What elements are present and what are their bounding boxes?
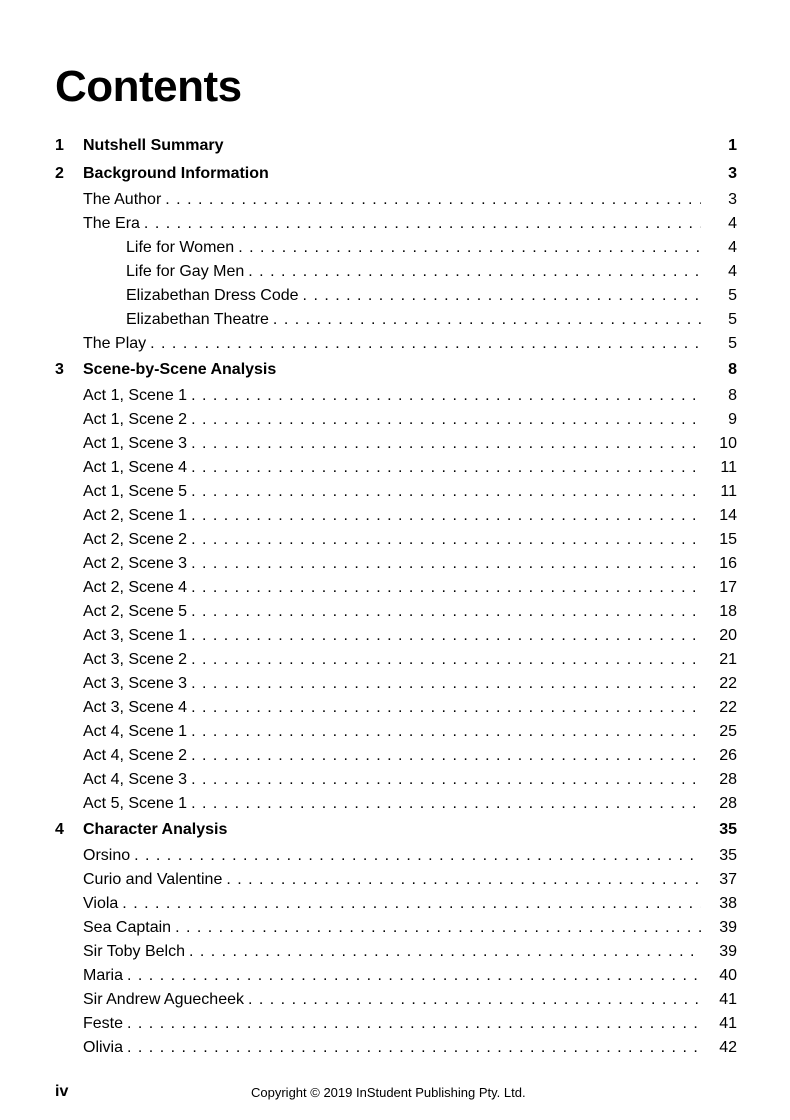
dot-leader	[248, 260, 701, 284]
entry-title: Act 1, Scene 3	[83, 435, 188, 452]
entry-title: Life for Gay Men	[126, 263, 245, 280]
toc-entry-row[interactable]	[55, 308, 737, 332]
page-reference: 28	[719, 795, 737, 812]
page-reference: 18	[719, 603, 737, 620]
dot-leader	[273, 308, 701, 332]
page-reference: 35	[719, 847, 737, 864]
entry-title: Act 4, Scene 2	[83, 747, 188, 764]
page-reference: 3	[728, 165, 737, 182]
entry-title: Act 4, Scene 1	[83, 723, 188, 740]
toc-entry-row[interactable]	[55, 1012, 737, 1036]
page-reference: 22	[719, 699, 737, 716]
entry-title: Life for Women	[126, 239, 235, 256]
entry-title: Sir Andrew Aguecheek	[83, 991, 244, 1008]
entry-title: Act 3, Scene 1	[83, 627, 188, 644]
toc-entry-row[interactable]	[55, 236, 737, 260]
page-reference: 39	[719, 919, 737, 936]
page-reference: 41	[719, 1015, 737, 1032]
dot-leader	[191, 648, 701, 672]
dot-leader	[122, 892, 701, 916]
chapter-number: 3	[55, 361, 64, 378]
toc-entry-row[interactable]	[55, 792, 737, 816]
entry-title: Act 4, Scene 3	[83, 771, 188, 788]
entry-title: Act 2, Scene 5	[83, 603, 188, 620]
page-reference: 5	[728, 287, 737, 304]
page-reference: 10	[719, 435, 737, 452]
dot-leader	[191, 696, 701, 720]
toc-chapter-row[interactable]	[55, 132, 737, 160]
entry-title: The Play	[83, 335, 147, 352]
entry-title: Feste	[83, 1015, 124, 1032]
dot-leader	[191, 576, 701, 600]
page-reference: 21	[719, 651, 737, 668]
dot-leader	[191, 600, 701, 624]
toc-entry-row[interactable]	[55, 844, 737, 868]
page-reference: 40	[719, 967, 737, 984]
dot-leader	[127, 1012, 701, 1036]
toc-entry-row[interactable]	[55, 624, 737, 648]
page-reference: 28	[719, 771, 737, 788]
page-reference: 20	[719, 627, 737, 644]
dot-leader	[165, 188, 701, 212]
toc-entry-row[interactable]	[55, 940, 737, 964]
entry-title: Act 5, Scene 1	[83, 795, 188, 812]
entry-title: Act 3, Scene 3	[83, 675, 188, 692]
toc-entry-row[interactable]	[55, 576, 737, 600]
dot-leader	[127, 964, 701, 988]
entry-title: Act 2, Scene 2	[83, 531, 188, 548]
page-reference: 22	[719, 675, 737, 692]
page-reference: 8	[728, 361, 737, 378]
page-reference: 11	[720, 483, 737, 500]
dot-leader	[248, 988, 701, 1012]
toc-entry-row[interactable]	[55, 456, 737, 480]
dot-leader	[127, 1036, 701, 1060]
toc-entry-row[interactable]	[55, 1036, 737, 1060]
entry-title: Act 1, Scene 5	[83, 483, 188, 500]
toc-entry-row[interactable]	[55, 528, 737, 552]
table-of-contents	[55, 132, 737, 1060]
entry-title: Act 1, Scene 1	[83, 387, 188, 404]
entry-title: Act 1, Scene 4	[83, 459, 188, 476]
entry-title: Act 3, Scene 2	[83, 651, 188, 668]
page-reference: 38	[719, 895, 737, 912]
chapter-title: Scene-by-Scene Analysis	[83, 361, 277, 378]
toc-entry-row[interactable]	[55, 696, 737, 720]
page-reference: 5	[728, 335, 737, 352]
page-reference: 42	[719, 1039, 737, 1056]
dot-leader	[226, 868, 701, 892]
dot-leader	[191, 528, 701, 552]
entry-title: Curio and Valentine	[83, 871, 223, 888]
page-reference: 5	[728, 311, 737, 328]
page-reference: 8	[728, 387, 737, 404]
dot-leader	[191, 456, 701, 480]
chapter-title: Nutshell Summary	[83, 137, 224, 154]
dot-leader	[191, 792, 701, 816]
toc-chapter-row[interactable]	[55, 356, 737, 384]
toc-entry-row[interactable]	[55, 648, 737, 672]
dot-leader	[144, 212, 701, 236]
toc-entry-row[interactable]	[55, 552, 737, 576]
entry-title: Act 2, Scene 3	[83, 555, 188, 572]
dot-leader	[191, 672, 701, 696]
dot-leader	[191, 624, 701, 648]
entry-title: Sea Captain	[83, 919, 172, 936]
dot-leader	[134, 844, 701, 868]
entry-title: Sir Toby Belch	[83, 943, 185, 960]
copyright-notice: Copyright © 2019 InStudent Publishing Pty. Ltd.	[251, 1085, 526, 1100]
page-reference: 15	[719, 531, 737, 548]
entry-title: Act 2, Scene 4	[83, 579, 188, 596]
chapter-number: 1	[55, 137, 64, 154]
dot-leader	[191, 408, 701, 432]
toc-entry-row[interactable]	[55, 332, 737, 356]
chapter-title: Background Information	[83, 165, 269, 182]
toc-entry-row[interactable]	[55, 408, 737, 432]
page-reference: 4	[728, 263, 737, 280]
page-reference: 25	[719, 723, 737, 740]
entry-title: Act 1, Scene 2	[83, 411, 188, 428]
dot-leader	[175, 916, 701, 940]
dot-leader	[191, 504, 701, 528]
chapter-title: Character Analysis	[83, 821, 228, 838]
dot-leader	[191, 432, 701, 456]
entry-title: Elizabethan Theatre	[126, 311, 269, 328]
dot-leader	[191, 480, 701, 504]
toc-entry-row[interactable]	[55, 916, 737, 940]
dot-leader	[189, 940, 701, 964]
entry-title: Orsino	[83, 847, 131, 864]
page-reference: 11	[720, 459, 737, 476]
page-reference: 4	[728, 215, 737, 232]
dot-leader	[150, 332, 701, 356]
toc-entry-row[interactable]	[55, 672, 737, 696]
page-reference: 26	[719, 747, 737, 764]
toc-entry-row[interactable]	[55, 504, 737, 528]
dot-leader	[191, 720, 701, 744]
toc-chapter-row[interactable]	[55, 816, 737, 844]
page-reference: 41	[719, 991, 737, 1008]
toc-entry-row[interactable]	[55, 600, 737, 624]
toc-entry-row[interactable]	[55, 480, 737, 504]
page-reference: 1	[728, 137, 737, 154]
chapter-number: 2	[55, 165, 64, 182]
entry-title: Act 3, Scene 4	[83, 699, 188, 716]
toc-entry-row[interactable]	[55, 768, 737, 792]
page-reference: 16	[719, 555, 737, 572]
dot-leader	[191, 744, 701, 768]
page-reference: 17	[719, 579, 737, 596]
toc-entry-row[interactable]	[55, 260, 737, 284]
toc-entry-row[interactable]	[55, 720, 737, 744]
entry-title: Maria	[83, 967, 124, 984]
toc-entry-row[interactable]	[55, 188, 737, 212]
entry-title: Elizabethan Dress Code	[126, 287, 299, 304]
toc-entry-row[interactable]	[55, 284, 737, 308]
page-reference: 35	[719, 821, 737, 838]
entry-title: Viola	[83, 895, 119, 912]
dot-leader	[191, 552, 701, 576]
toc-chapter-row[interactable]	[55, 160, 737, 188]
entry-title: Act 2, Scene 1	[83, 507, 188, 524]
entry-title: The Author	[83, 191, 162, 208]
page-title: Contents	[55, 62, 242, 111]
entry-title: The Era	[83, 215, 140, 232]
page-reference: 9	[728, 411, 737, 428]
toc-entry-row[interactable]	[55, 384, 737, 408]
page-reference: 3	[728, 191, 737, 208]
page-reference: 14	[719, 507, 737, 524]
entry-title: Olivia	[83, 1039, 124, 1056]
toc-entry-row[interactable]	[55, 988, 737, 1012]
toc-entry-row[interactable]	[55, 964, 737, 988]
chapter-number: 4	[55, 821, 64, 838]
dot-leader	[191, 768, 701, 792]
page-number: iv	[55, 1083, 69, 1100]
page-reference: 37	[719, 871, 737, 888]
toc-entry-row[interactable]	[55, 432, 737, 456]
toc-entry-row[interactable]	[55, 868, 737, 892]
toc-entry-row[interactable]	[55, 212, 737, 236]
dot-leader	[191, 384, 701, 408]
toc-entry-row[interactable]	[55, 744, 737, 768]
page-reference: 39	[719, 943, 737, 960]
dot-leader	[238, 236, 701, 260]
toc-entry-row[interactable]	[55, 892, 737, 916]
page-reference: 4	[728, 239, 737, 256]
dot-leader	[303, 284, 701, 308]
